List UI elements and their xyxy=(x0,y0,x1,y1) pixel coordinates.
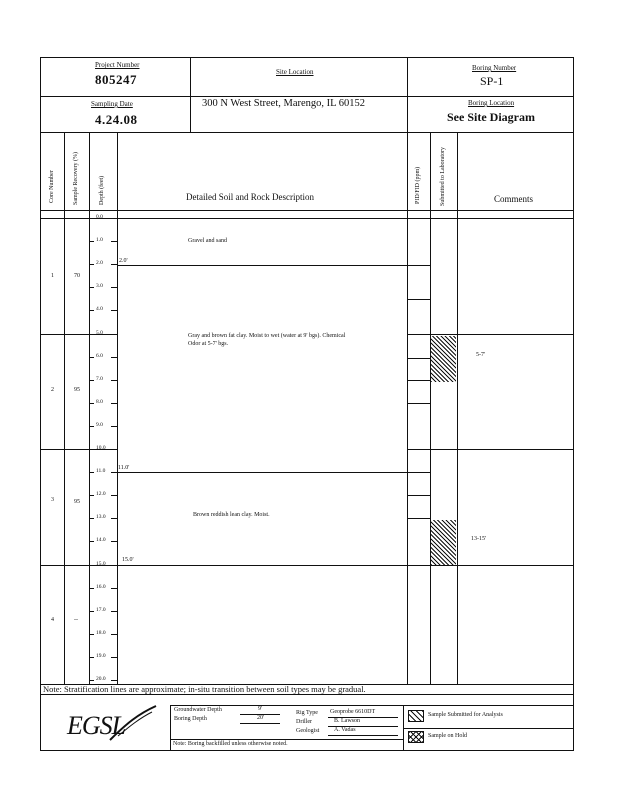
depth-tick xyxy=(111,310,117,311)
depth-tick xyxy=(89,449,94,450)
core-recovery: 95 xyxy=(74,499,80,505)
depth-tick xyxy=(111,565,117,566)
comment: 13-15' xyxy=(471,536,487,542)
core-recovery: 70 xyxy=(74,273,80,279)
logo-swoosh-icon xyxy=(108,704,158,744)
stratification-note: Note: Stratification lines are approximate; in-situ transition between soil types may be gradual. xyxy=(43,684,366,694)
depth-tick xyxy=(89,657,94,658)
depth-tick-label: 7.0 xyxy=(96,375,103,382)
rig-type-label: Rig Type xyxy=(296,710,318,716)
depth-tick-label: 9.0 xyxy=(96,421,103,428)
depth-tick xyxy=(111,611,117,612)
legend-submitted-label: Sample Submitted for Analysis xyxy=(428,712,503,718)
depth-tick xyxy=(111,634,117,635)
depth-tick xyxy=(111,680,117,681)
driller: B. Lawson xyxy=(334,718,360,724)
depth-tick xyxy=(89,680,94,681)
boring-location: See Site Diagram xyxy=(447,110,535,124)
sampling-date: 4.24.08 xyxy=(95,112,138,127)
depth-tick xyxy=(89,310,94,311)
depth-tick-label: 15.0 xyxy=(96,560,106,567)
geologist-label: Geologist xyxy=(296,728,320,734)
depth-tick xyxy=(89,634,94,635)
depth-tick xyxy=(89,565,94,566)
sample-submitted-marker xyxy=(431,336,456,382)
depth-tick xyxy=(111,264,117,265)
stratum-depth-label: 11.0' xyxy=(118,465,130,471)
boring-depth: 20' xyxy=(257,715,265,721)
depth-tick xyxy=(111,218,117,219)
col-depth: Depth (feet) xyxy=(99,175,105,205)
depth-tick-label: 12.0 xyxy=(96,491,106,498)
boring-location-label: Boring Location xyxy=(468,99,515,107)
depth-tick xyxy=(89,218,94,219)
stratum-depth-label: 2.0' xyxy=(119,258,128,264)
comment: 5-7' xyxy=(476,352,486,358)
depth-tick-label: 3.0 xyxy=(96,283,103,290)
core-number: 2 xyxy=(51,387,54,393)
depth-tick xyxy=(89,264,94,265)
depth-tick-label: 20.0 xyxy=(96,676,106,682)
legend-hold-swatch xyxy=(408,731,424,743)
depth-tick-label: 14.0 xyxy=(96,537,106,544)
legend-submitted-swatch xyxy=(408,710,424,722)
stratum-description: Gray and brown fat clay. Moist to wet (water at 9' bgs). Chemical Odor at 5-7' bgs. xyxy=(188,333,346,347)
depth-tick xyxy=(89,380,94,381)
col-description: Detailed Soil and Rock Description xyxy=(186,192,314,202)
log-frame xyxy=(40,57,574,751)
depth-tick xyxy=(111,357,117,358)
depth-tick xyxy=(111,588,117,589)
depth-tick-label: 13.0 xyxy=(96,514,106,521)
depth-tick-label: 8.0 xyxy=(96,398,103,405)
depth-tick-label: 10.0 xyxy=(96,445,106,451)
depth-tick xyxy=(89,357,94,358)
boring-number: SP-1 xyxy=(480,74,504,88)
col-core-number: Core Number xyxy=(49,170,55,203)
depth-tick xyxy=(111,426,117,427)
depth-tick xyxy=(89,287,94,288)
depth-tick xyxy=(89,426,94,427)
site-location: 300 N West Street, Marengo, IL 60152 xyxy=(202,98,366,109)
sampling-date-label: Sampling Date xyxy=(91,100,133,108)
project-number-label: Project Number xyxy=(95,61,140,69)
depth-tick-label: 18.0 xyxy=(96,629,106,636)
depth-tick xyxy=(111,495,117,496)
depth-tick xyxy=(89,403,94,404)
depth-tick xyxy=(89,518,94,519)
col-comments: Comments xyxy=(494,194,534,204)
depth-tick xyxy=(89,588,94,589)
legend-hold-label: Sample on Hold xyxy=(428,733,467,739)
core-number: 1 xyxy=(51,273,54,279)
core-number: 4 xyxy=(51,617,54,623)
site-location-label: Site Location xyxy=(276,68,314,76)
depth-tick xyxy=(111,449,117,450)
backfill-note: Note: Boring backfilled unless otherwise noted. xyxy=(173,741,288,747)
depth-tick-label: 6.0 xyxy=(96,352,103,359)
stratum-description: Brown reddish lean clay. Moist. xyxy=(193,512,270,518)
core-recovery: 95 xyxy=(74,387,80,393)
depth-tick-label: 16.0 xyxy=(96,583,106,590)
core-recovery: -- xyxy=(74,617,78,623)
depth-tick xyxy=(111,472,117,473)
boring-depth-label: Boring Depth xyxy=(174,716,207,722)
depth-tick xyxy=(89,495,94,496)
depth-tick xyxy=(89,611,94,612)
depth-tick-label: 17.0 xyxy=(96,606,106,613)
depth-tick-label: 4.0 xyxy=(96,306,103,313)
boring-number-label: Boring Number xyxy=(472,64,517,72)
col-sample-recovery: Sample Recovery (%) xyxy=(73,152,79,205)
col-submitted: Submitted to Laboratory xyxy=(440,147,446,206)
rig-type: Geoprobe 6610DT xyxy=(330,709,376,715)
stratum-description: Gravel and sand xyxy=(188,238,227,244)
depth-tick xyxy=(111,241,117,242)
project-number: 805247 xyxy=(95,72,137,87)
geologist: A. Vadas xyxy=(334,727,356,733)
core-number: 3 xyxy=(51,497,54,503)
depth-tick-label: 11.0 xyxy=(96,468,106,475)
depth-tick xyxy=(111,287,117,288)
sample-submitted-marker xyxy=(431,520,456,565)
driller-label: Driller xyxy=(296,719,312,725)
depth-tick-label: 5.0 xyxy=(96,329,103,336)
depth-tick xyxy=(111,657,117,658)
depth-tick xyxy=(89,241,94,242)
stratum-depth-label: 15.0' xyxy=(122,557,134,563)
depth-tick-label: 1.0 xyxy=(96,237,103,244)
depth-tick xyxy=(89,472,94,473)
depth-tick xyxy=(89,541,94,542)
groundwater-depth: 9' xyxy=(258,706,263,712)
depth-tick-label: 19.0 xyxy=(96,652,106,659)
depth-tick xyxy=(111,403,117,404)
depth-tick-label: 0.0 xyxy=(96,214,103,220)
depth-tick xyxy=(111,334,117,335)
depth-tick xyxy=(111,518,117,519)
depth-tick xyxy=(111,541,117,542)
groundwater-depth-label: Groundwater Depth xyxy=(174,707,222,713)
egsl-logo: EGSL xyxy=(67,711,126,740)
depth-tick xyxy=(111,380,117,381)
col-pid: PID/FID (ppm) xyxy=(415,166,421,204)
depth-tick xyxy=(89,334,94,335)
depth-tick-label: 2.0 xyxy=(96,260,103,267)
